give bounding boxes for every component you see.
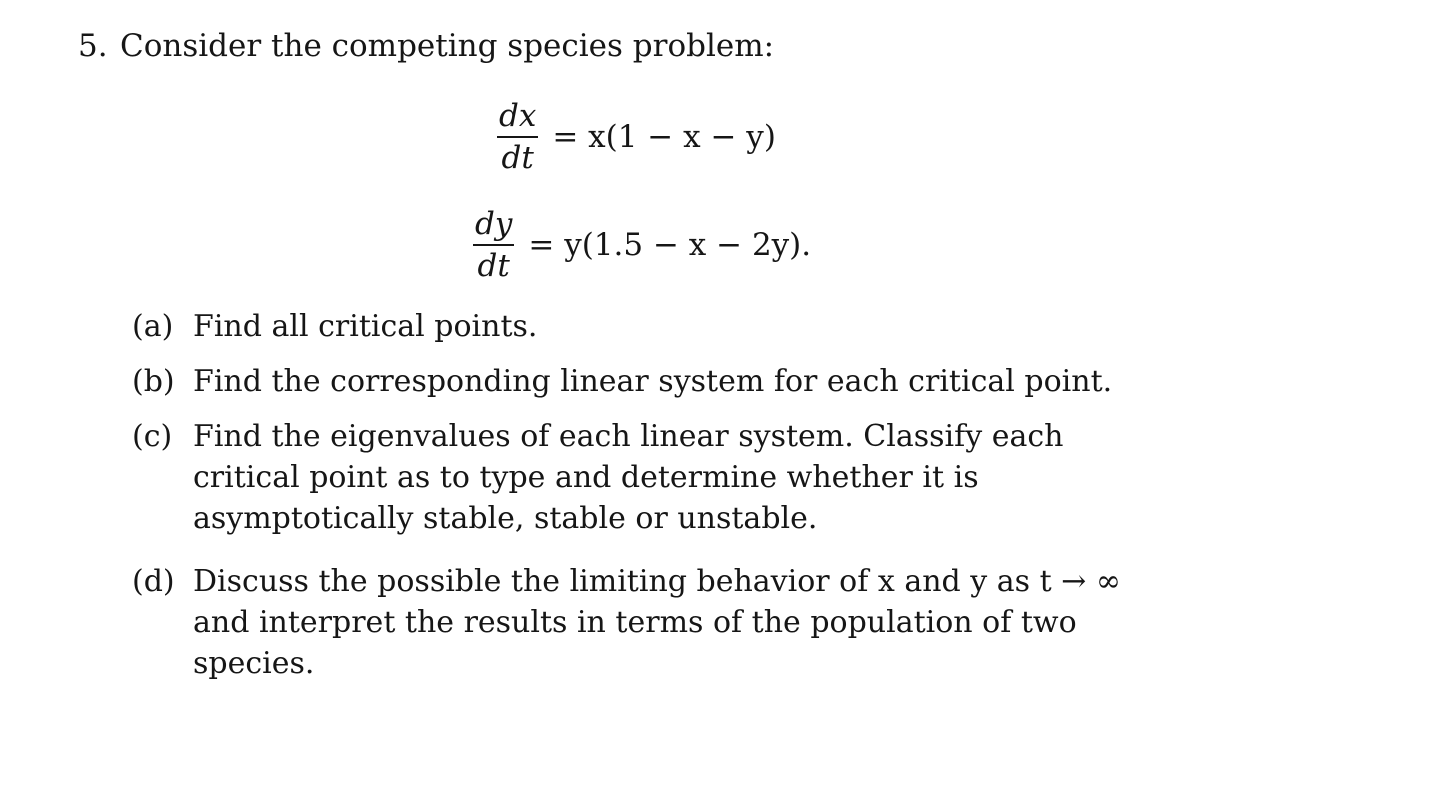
equation-rhs-y: = y(1.5 − x − 2y).	[528, 227, 812, 264]
problem-number: 5.	[78, 28, 108, 64]
derivative-dx-dt	[497, 100, 538, 174]
problem-heading	[78, 28, 774, 64]
part-d	[132, 561, 1172, 684]
part-text: Find the corresponding linear system for each critical point.	[193, 364, 1113, 399]
part-label: (d)	[132, 564, 175, 599]
denominator-dt: dt	[501, 139, 534, 176]
part-text: Find the eigenvalues of each linear system. Classify each critical point as to type and determine whether it is asymptotically stable, stable or unstable.	[193, 419, 1064, 536]
equation-dx-dt	[497, 100, 776, 174]
numerator-dy: dy	[475, 206, 513, 242]
part-a	[132, 306, 1172, 347]
part-label: (a)	[132, 309, 174, 344]
part-b	[132, 361, 1172, 402]
part-text: Discuss the possible the limiting behavior of x and y as t → ∞ and interpret the results in terms of the population of two species.	[193, 564, 1121, 681]
equation-rhs-x: = x(1 − x − y)	[552, 119, 776, 156]
problem-heading-text: Consider the competing species problem:	[120, 28, 775, 64]
numerator-dx: dx	[499, 98, 537, 134]
part-label: (c)	[132, 419, 173, 454]
derivative-dy-dt	[473, 208, 514, 282]
problem-parts-list	[132, 306, 1172, 698]
denominator-dt: dt	[477, 247, 510, 284]
part-text: Find all critical points.	[193, 309, 538, 344]
equation-dy-dt	[473, 208, 811, 282]
part-label: (b)	[132, 364, 175, 399]
part-c	[132, 416, 1172, 539]
